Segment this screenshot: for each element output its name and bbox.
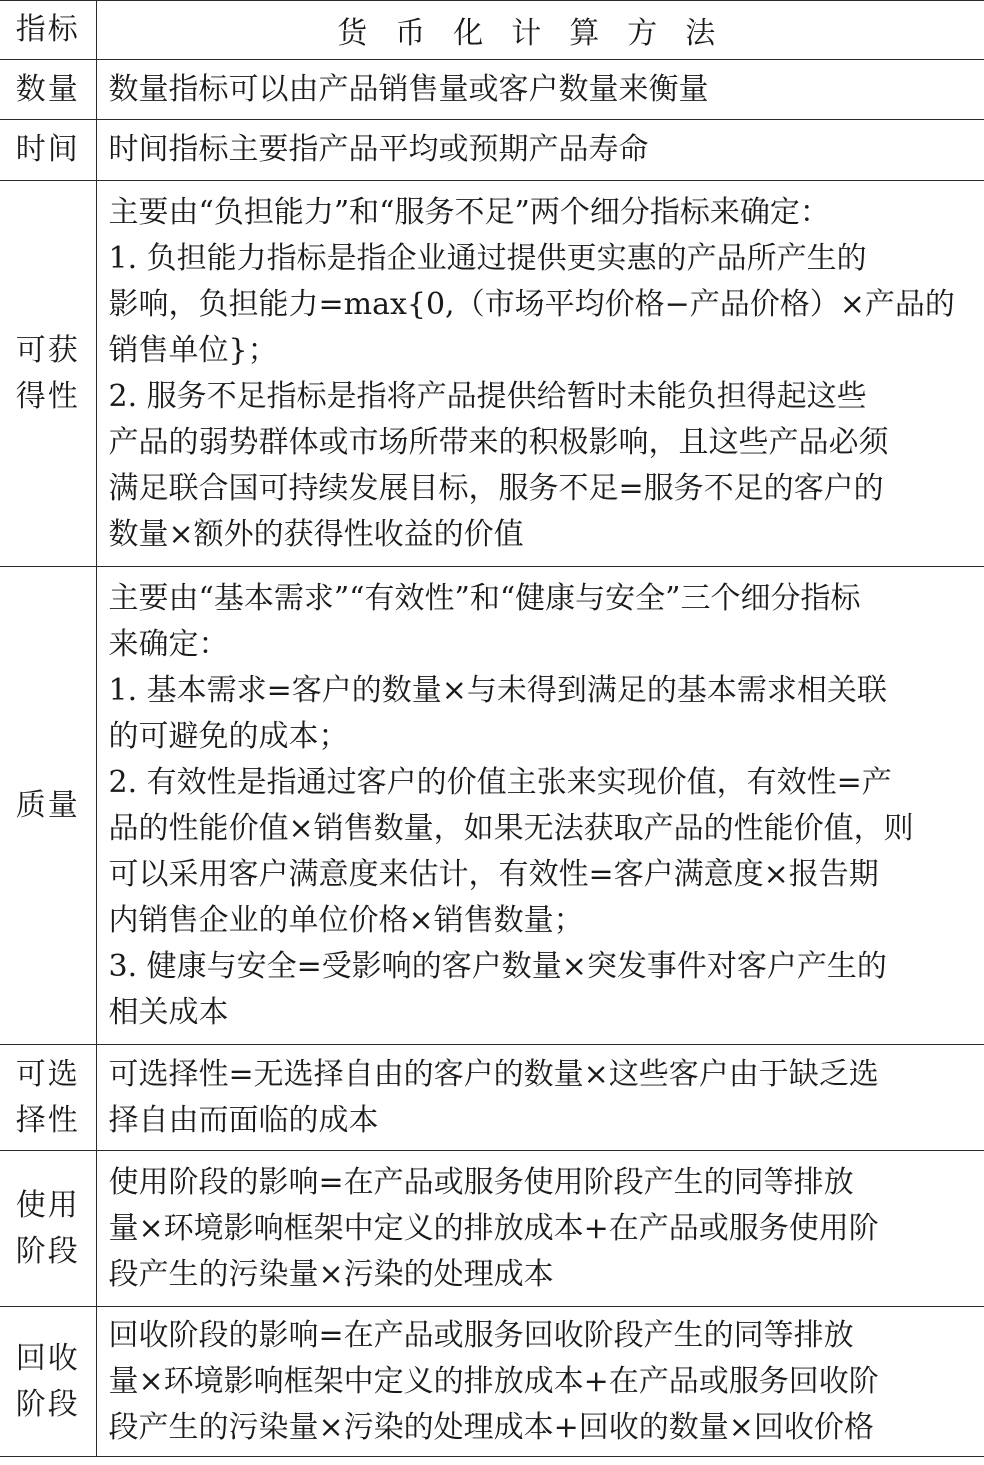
indicator-label: 阶段 xyxy=(15,1233,80,1269)
method-line: 回收阶段的影响=在产品或服务回收阶段产生的同等排放 xyxy=(108,1317,854,1353)
table-row xyxy=(0,60,984,120)
indicator-label: 数量 xyxy=(15,71,80,107)
header-method: 货币化计算方法 xyxy=(96,1,984,60)
table-row xyxy=(0,1045,984,1151)
indicator-cell xyxy=(0,181,96,567)
indicator-cell xyxy=(0,1307,96,1457)
method-line: 数量×额外的获得性收益的价值 xyxy=(108,516,524,552)
method-line: 的可避免的成本； xyxy=(108,718,349,754)
method-line: 可选择性=无选择自由的客户的数量×这些客户由于缺乏选 xyxy=(108,1056,879,1092)
indicator-label: 时间 xyxy=(15,132,80,167)
method-line: 销售单位}； xyxy=(108,332,278,368)
table-row xyxy=(0,120,984,181)
indicator-label: 使用 xyxy=(15,1187,80,1223)
indicator-label: 得性 xyxy=(15,378,80,414)
method-cell xyxy=(96,567,984,1045)
indicator-cell xyxy=(0,60,96,120)
method-line: 3. 健康与安全=受影响的客户数量×突发事件对客户产生的 xyxy=(108,948,887,984)
method-cell xyxy=(96,1045,984,1151)
indicator-label: 质量 xyxy=(15,787,80,823)
method-line: 1. 负担能力指标是指企业通过提供更实惠的产品所产生的 xyxy=(108,240,867,276)
method-line: 主要由“基本需求”“有效性”和“健康与安全”三个细分指标 xyxy=(108,580,861,616)
method-line: 品的性能价值×销售数量，如果无法获取产品的性能价值，则 xyxy=(108,810,914,846)
method-line: 影响，负担能力=max{0,（市场平均价格−产品价格）×产品的 xyxy=(108,286,955,322)
method-line: 1. 基本需求=客户的数量×与未得到满足的基本需求相关联 xyxy=(108,672,887,708)
method-line: 内销售企业的单位价格×销售数量； xyxy=(108,902,584,938)
method-line: 段产生的污染量×污染的处理成本+回收的数量×回收价格 xyxy=(108,1409,874,1445)
table-header-row xyxy=(0,1,984,60)
method-line: 量×环境影响框架中定义的排放成本+在产品或服务使用阶 xyxy=(108,1210,879,1246)
method-cell xyxy=(96,60,984,120)
method-line: 使用阶段的影响=在产品或服务使用阶段产生的同等排放 xyxy=(108,1164,854,1200)
indicator-cell xyxy=(0,1045,96,1151)
method-line: 量×环境影响框架中定义的排放成本+在产品或服务回收阶 xyxy=(108,1363,879,1399)
method-line: 2. 有效性是指通过客户的价值主张来实现价值，有效性=产 xyxy=(108,764,892,800)
indicator-label: 择性 xyxy=(15,1102,80,1138)
indicator-label: 可获 xyxy=(15,332,80,368)
indicator-label: 可选 xyxy=(15,1056,80,1092)
method-cell xyxy=(96,1151,984,1307)
method-cell xyxy=(96,1307,984,1457)
method-line: 满足联合国可持续发展目标，服务不足=服务不足的客户的 xyxy=(108,470,884,506)
method-cell xyxy=(96,181,984,567)
method-line: 来确定： xyxy=(108,626,229,662)
table-row xyxy=(0,181,984,567)
method-line: 段产生的污染量×污染的处理成本 xyxy=(108,1256,554,1292)
method-line: 产品的弱势群体或市场所带来的积极影响，且这些产品必须 xyxy=(108,424,889,460)
table-row xyxy=(0,1151,984,1307)
indicator-label: 阶段 xyxy=(15,1386,80,1422)
method-line: 2. 服务不足指标是指将产品提供给暂时未能负担得起这些 xyxy=(108,378,867,414)
method-cell xyxy=(96,120,984,181)
method-line: 择自由而面临的成本 xyxy=(108,1102,379,1138)
method-line: 相关成本 xyxy=(108,994,229,1030)
table-row xyxy=(0,567,984,1045)
indicator-label: 回收 xyxy=(15,1340,80,1376)
header-indicator: 指标 xyxy=(0,1,96,60)
method-line: 可以采用客户满意度来估计，有效性=客户满意度×报告期 xyxy=(108,856,879,892)
indicator-cell xyxy=(0,120,96,181)
method-line: 数量指标可以由产品销售量或客户数量来衡量 xyxy=(108,71,709,107)
indicator-cell xyxy=(0,1151,96,1307)
table-row xyxy=(0,1307,984,1457)
method-line: 主要由“负担能力”和“服务不足”两个细分指标来确定： xyxy=(108,194,830,230)
indicator-cell xyxy=(0,567,96,1045)
method-line: 时间指标主要指产品平均或预期产品寿命 xyxy=(108,132,649,167)
